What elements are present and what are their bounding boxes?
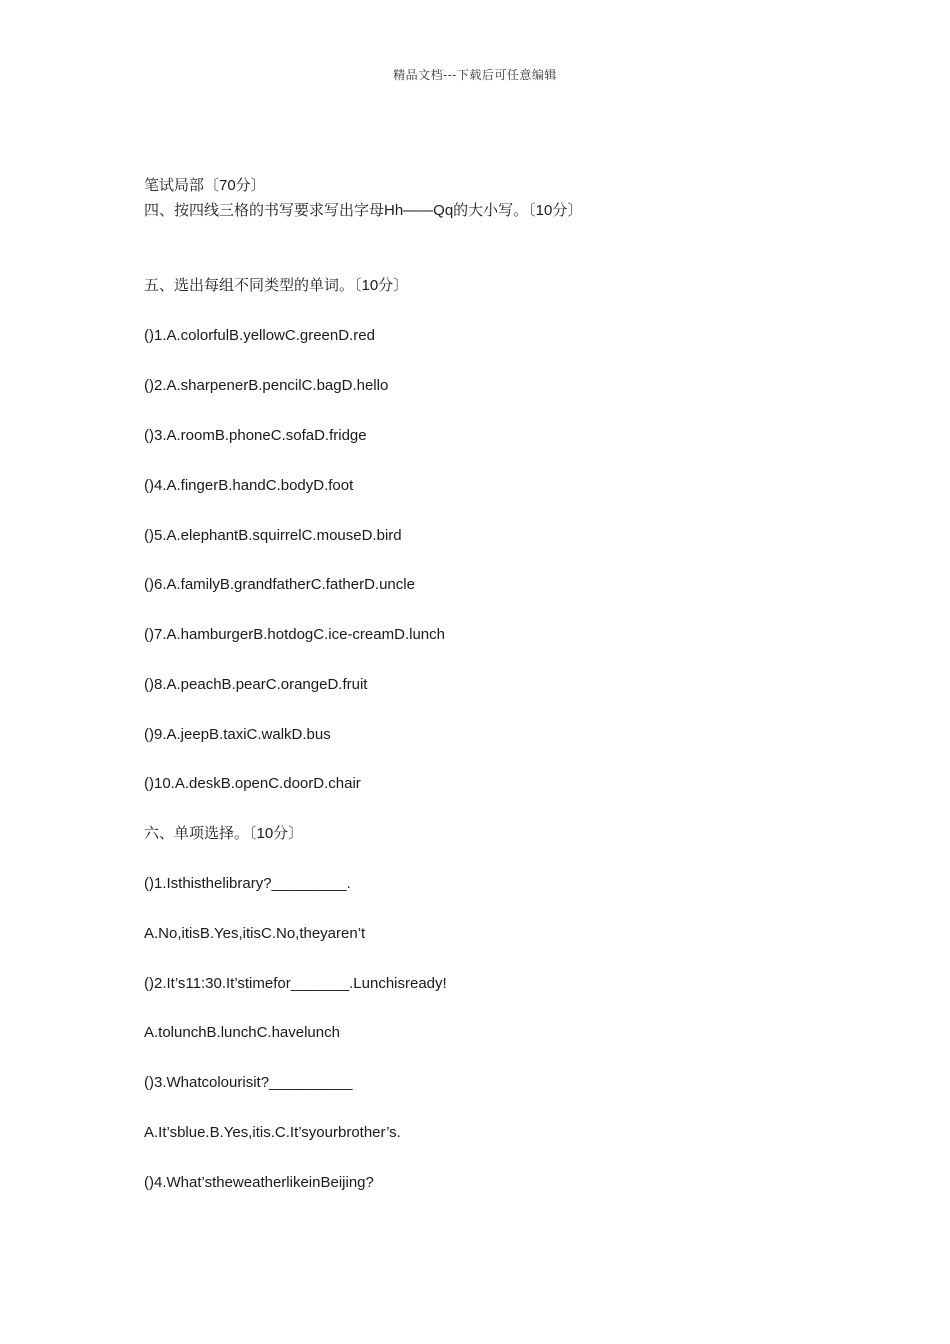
list-item: ()6.A.familyB.grandfatherC.fatherD.uncle xyxy=(144,576,415,593)
list-item: ()1.A.colorfulB.yellowC.greenD.red xyxy=(144,327,375,344)
section-written-title: 笔试局部〔70分〕 xyxy=(144,177,266,194)
list-item: ()3.A.roomB.phoneC.sofaD.fridge xyxy=(144,427,367,444)
list-item: ()10.A.deskB.openC.doorD.chair xyxy=(144,775,361,792)
list-item: ()4.What’stheweatherlikeinBeijing? xyxy=(144,1174,374,1191)
list-item: A.No,itisB.Yes,itisC.No,theyaren’t xyxy=(144,925,366,942)
list-item: ()2.It’s11:30.It’stimefor_______.Lunchisready! xyxy=(144,975,447,992)
list-item: ()7.A.hamburgerB.hotdogC.ice-creamD.lunch xyxy=(144,626,445,643)
section-5-title: 五、选出每组不同类型的单词。〔10分〕 xyxy=(144,277,409,294)
list-item: ()2.A.sharpenerB.pencilC.bagD.hello xyxy=(144,377,389,394)
page-header: 精品文档---下载后可任意编辑 xyxy=(393,68,557,82)
section-6-title: 六、单项选择。〔10分〕 xyxy=(144,825,304,842)
section-4-title: 四、按四线三格的书写要求写出字母Hh——Qq的大小写。〔10分〕 xyxy=(144,202,583,219)
list-item: A.It’sblue.B.Yes,itis.C.It’syourbrother’s. xyxy=(144,1124,401,1141)
list-item: ()8.A.peachB.pearC.orangeD.fruit xyxy=(144,676,368,693)
list-item: ()9.A.jeepB.taxiC.walkD.bus xyxy=(144,726,331,743)
list-item: ()5.A.elephantB.squirrelC.mouseD.bird xyxy=(144,527,402,544)
list-item: ()3.Whatcolourisit?__________ xyxy=(144,1074,353,1091)
list-item: A.tolunchB.lunchC.havelunch xyxy=(144,1024,340,1041)
list-item: ()4.A.fingerB.handC.bodyD.foot xyxy=(144,477,354,494)
list-item: ()1.Isthisthelibrary?_________. xyxy=(144,875,351,892)
